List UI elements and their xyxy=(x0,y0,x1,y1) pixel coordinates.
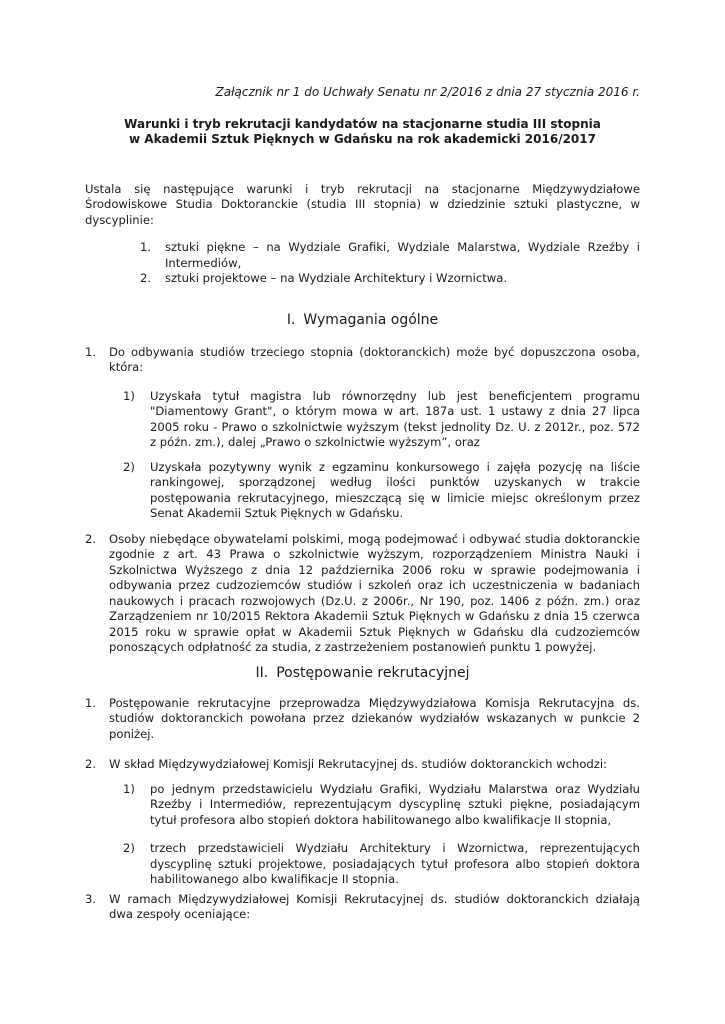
list-item-text: Postępowanie rekrutacyjne przeprowadza Międzywydziałowa Komisja Rekrutacyjna ds. studiów doktoranckich powołana przez dziekanów wydziałów wskazanych w punkcie 2 poniżej. xyxy=(109,695,640,741)
list-item-number: 2) xyxy=(123,459,135,474)
attachment-note: Załącznik nr 1 do Uchwały Senatu nr 2/2016 z dnia 27 stycznia 2016 r. xyxy=(215,85,640,99)
list-item-number: 1) xyxy=(123,388,135,403)
list-item-text: po jednym przedstawicielu Wydziału Grafiki, Wydziału Malarstwa oraz Wydziału Rzeźby i Intermediów, reprezentującym dyscyplinę sztuki piękne, posiadającym tytuł profesora albo stopień doktora habilitowanego albo kwalifikacje II stopnia, xyxy=(150,781,640,827)
discipline-list xyxy=(140,240,640,287)
section-1-label: Wymagania ogólne xyxy=(303,311,439,328)
list-item-text: Uzyskała pozytywny wynik z egzaminu konkursowego i zajęła pozycję na liście rankingowej, sporządzonej według ilości punktów uzyskanych w trakcie postępowania rekrutacyjnego, mieszczącą się w limicie miejsc określonym przez Senat Akademii Sztuk Pięknych w Gdańsku. xyxy=(150,459,640,520)
section-2-item-2-sub-1 xyxy=(123,782,640,829)
section-1-item-1-sub-1 xyxy=(123,389,640,451)
list-item-number: 2. xyxy=(140,271,152,285)
list-item-text: Osoby niebędące obywatelami polskimi, mogą podejmować i odbywać studia doktoranckie zgodnie z art. 43 Prawa o szkolnictwie wyższym, rozporządzeniem Ministra Nauki i Szkolnictwa Wyższego z dnia 12 października 2006 roku w sprawie podejmowania i odbywania przez cudzoziemców studiów i szkoleń oraz ich uczestniczenia w badaniach naukowych i pracach rozwojowych (Dz.U. z 2006r., Nr 190, poz. 1406 z późn. zm.) oraz Zarządzeniem nr 10/2015 Rektora Akademii Sztuk Pięknych w Gdańsku z dnia 15 czerwca 2015 roku w sprawie opłat w Akademii Sztuk Pięknych w Gdańsku dla cudzoziemców ponoszących odpłatność za studia, z zastrzeżeniem postanowień punktu 1 powyżej. xyxy=(109,531,640,654)
list-item-number: 2. xyxy=(85,757,97,771)
document-title xyxy=(85,117,640,148)
list-item-text: W skład Międzywydziałowej Komisji Rekrutacyjnej ds. studiów doktoranckich wchodzi: xyxy=(109,757,607,771)
section-2-item-1 xyxy=(85,696,640,743)
discipline-list-item xyxy=(140,240,640,271)
document-title-line1: Warunki i tryb rekrutacji kandydatów na stacjonarne studia III stopnia xyxy=(124,116,601,131)
list-item-text: sztuki projektowe – na Wydziale Architektury i Wzornictwa. xyxy=(165,271,508,285)
section-1-heading xyxy=(85,311,640,329)
section-2-item-3 xyxy=(85,892,640,923)
intro-paragraph: Ustala się następujące warunki i tryb rekrutacji na stacjonarne Międzywydziałowe Środowiskowe Studia Doktoranckie (studia III stopnia) w dziedzinie sztuki plastyczne, w dyscyplinie: xyxy=(85,181,640,227)
section-1-item-2 xyxy=(85,532,640,656)
section-1-item-1-sub-2 xyxy=(123,460,640,522)
discipline-list-item xyxy=(140,271,640,287)
list-item-text: Uzyskała tytuł magistra lub równorzędny lub jest beneficjentem programu "Diamentowy Grant", o którym mowa w art. 187a ust. 1 ustawy z dnia 27 lipca 2005 roku - Prawo o szkolnictwie wyższym (tekst jednolity Dz. U. z 2012r., poz. 572 z późn. zm.), dalej „Prawo o szkolnictwie wyższym”, oraz xyxy=(150,388,640,449)
list-item-text: trzech przedstawicieli Wydziału Architektury i Wzornictwa, reprezentujących dyscyplinę sztuki projektowe, posiadających tytuł profesora albo stopień doktora habilitowanego albo kwalifikacje II stopnia. xyxy=(150,841,640,886)
list-item-number: 1. xyxy=(85,695,97,710)
list-item-number: 2. xyxy=(85,531,97,546)
list-item-text: W ramach Międzywydziałowej Komisji Rekrutacyjnej ds. studiów doktoranckich działają dwa zespoły oceniające: xyxy=(109,891,640,921)
list-item-number: 2) xyxy=(123,841,135,855)
section-2-number: II. xyxy=(255,664,269,681)
document-title-line2: w Akademii Sztuk Pięknych w Gdańsku na rok akademicki 2016/2017 xyxy=(129,132,596,146)
section-2-label: Postępowanie rekrutacyjnej xyxy=(276,664,470,681)
list-item-text: Do odbywania studiów trzeciego stopnia (doktoranckich) może być dopuszczona osoba, która: xyxy=(109,344,640,374)
section-2-item-2-sub-2 xyxy=(123,841,640,888)
section-1-item-1 xyxy=(85,345,640,376)
list-item-text: sztuki piękne – na Wydziale Grafiki, Wydziale Malarstwa, Wydziale Rzeźby i Intermediów, xyxy=(165,240,640,270)
list-item-number: 1. xyxy=(140,240,152,254)
section-2-heading xyxy=(85,664,640,682)
section-2-item-2 xyxy=(85,757,640,773)
list-item-number: 3. xyxy=(85,891,97,906)
list-item-number: 1. xyxy=(85,344,97,359)
list-item-number: 1) xyxy=(123,781,135,796)
section-1-number: I. xyxy=(286,311,296,328)
